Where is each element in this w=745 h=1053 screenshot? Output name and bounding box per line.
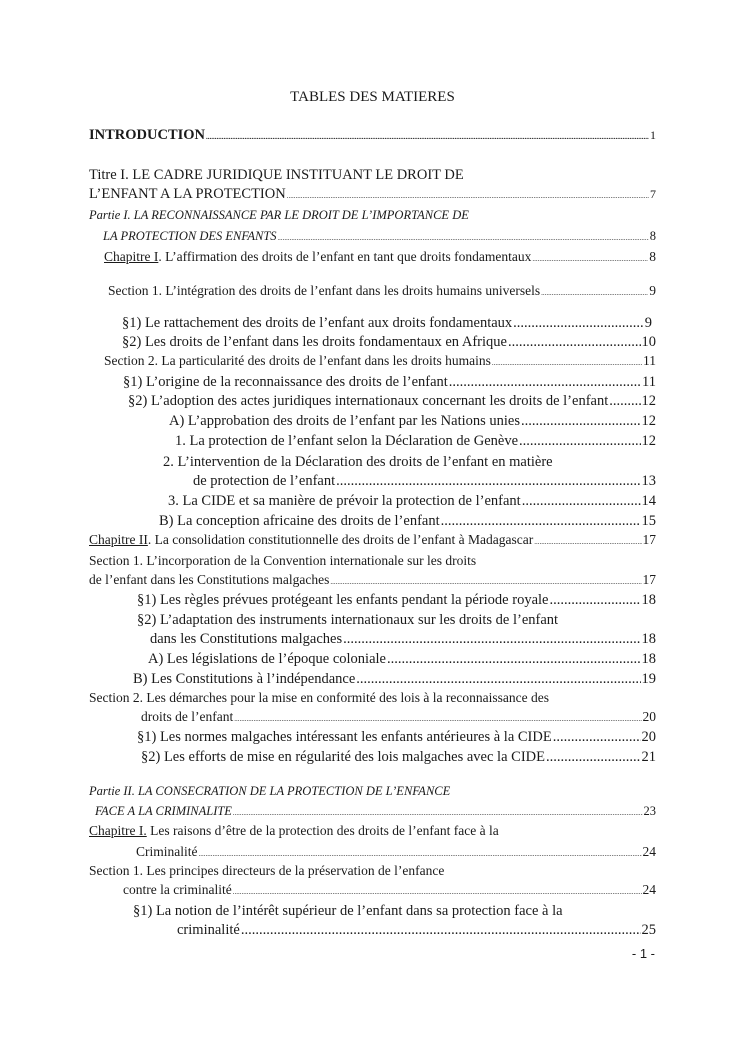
toc-entry-label: §2) L’adoption des actes juridiques internationaux concernant les droits de l’enfant	[128, 393, 609, 409]
toc-page-number: 11	[643, 353, 656, 368]
toc-entry[interactable]	[148, 652, 656, 668]
dot-leader	[508, 335, 641, 351]
toc-page-number: 17	[642, 572, 656, 587]
toc-page-number: 11	[642, 374, 656, 390]
toc-page-number: 8	[649, 229, 656, 243]
dot-leader	[513, 316, 644, 332]
toc-page-number: 21	[641, 749, 656, 765]
toc-entry-label	[104, 250, 531, 265]
toc-entry[interactable]	[95, 805, 656, 819]
toc-page-number: 17	[642, 532, 656, 547]
toc-entry[interactable]	[89, 128, 656, 144]
toc-entry[interactable]	[175, 434, 656, 450]
toc-entry-label: 3. La CIDE et sa manière de prévoir la protection de l’enfant	[168, 493, 521, 509]
toc-entry[interactable]	[104, 354, 656, 369]
dot-leader	[519, 434, 640, 450]
toc-entry[interactable]	[122, 335, 656, 351]
toc-entry[interactable]	[141, 750, 656, 766]
dot-leader	[522, 494, 641, 510]
toc-page-number: 19	[641, 671, 656, 687]
chapter-title: . L’affirmation des droits de l’enfant en tant que droits fondamentaux	[158, 249, 532, 264]
toc-page-number: 24	[642, 844, 656, 859]
dot-leader	[521, 414, 640, 430]
dot-leader	[553, 730, 641, 746]
toc-entry[interactable]	[123, 883, 656, 898]
toc-heading[interactable]: Partie II. LA CONSECRATION DE LA PROTECTION DE L’ENFANCE	[89, 784, 451, 798]
toc-heading[interactable]: Titre I. LE CADRE JURIDIQUE INSTITUANT LE DROIT DE	[89, 167, 464, 183]
toc-entry[interactable]	[104, 250, 656, 265]
chapter-label: Chapitre II	[89, 532, 148, 547]
toc-page-number: 1	[650, 128, 656, 142]
dot-leader	[534, 539, 641, 547]
chapter-label: Chapitre I	[104, 249, 159, 264]
dot-leader	[330, 579, 641, 587]
toc-entry[interactable]	[159, 514, 656, 530]
dot-leader	[233, 889, 642, 897]
dot-leader	[532, 256, 648, 264]
chapter-title: Les raisons d’être de la protection des droits de l’enfant face à la	[146, 823, 499, 838]
toc-entry[interactable]	[177, 923, 656, 939]
chapter-title: . La consolidation constitutionnelle des droits de l’enfant à Madagascar	[147, 532, 534, 547]
toc-entry-label: contre la criminalité	[123, 882, 232, 897]
dot-leader	[546, 750, 641, 766]
toc-entry-label: LA PROTECTION DES ENFANTS	[103, 229, 277, 243]
toc-entry[interactable]	[133, 672, 656, 688]
dot-leader	[441, 514, 641, 530]
toc-entry-label: L’ENFANT A LA PROTECTION	[89, 186, 286, 202]
toc-entry-label: droits de l’enfant	[141, 709, 234, 724]
toc-heading[interactable]: 2. L’intervention de la Déclaration des droits de l’enfant en matière	[163, 454, 553, 470]
toc-title: TABLES DES MATIERES	[290, 89, 455, 105]
toc-entry-label: §1) Le rattachement des droits de l’enfant aux droits fondamentaux	[122, 315, 513, 331]
toc-entry-label: Section 2. La particularité des droits de l’enfant dans les droits humains	[104, 353, 491, 368]
toc-page-number: 9	[644, 315, 652, 331]
toc-page-number: 13	[641, 473, 656, 489]
toc-entry[interactable]	[168, 494, 656, 510]
toc-entry[interactable]	[103, 230, 656, 244]
dot-leader	[541, 290, 648, 298]
toc-entry[interactable]	[137, 593, 656, 609]
dot-leader	[609, 394, 640, 410]
toc-page-number: 15	[641, 513, 656, 529]
toc-entry-label: B) La conception africaine des droits de l’enfant	[159, 513, 440, 529]
toc-page-number: 7	[650, 187, 656, 201]
toc-entry-label: Criminalité	[136, 844, 198, 859]
toc-entry-label: §1) L’origine de la reconnaissance des droits de l’enfant	[123, 374, 448, 390]
dot-leader	[278, 235, 649, 243]
toc-entry[interactable]	[89, 187, 656, 203]
toc-entry[interactable]	[123, 375, 656, 391]
toc-page-number: 9	[649, 283, 656, 298]
toc-page-number: 18	[641, 651, 656, 667]
dot-leader	[387, 652, 641, 668]
dot-leader	[336, 474, 640, 490]
dot-leader	[241, 923, 641, 939]
toc-entry-label: 1. La protection de l’enfant selon la Déclaration de Genève	[175, 433, 519, 449]
toc-page-number: 12	[641, 393, 656, 409]
toc-entry-label: §2) Les droits de l’enfant dans les droits fondamentaux en Afrique	[122, 334, 507, 350]
chapter-label: Chapitre I.	[89, 823, 147, 838]
toc-page-number: 12	[641, 433, 656, 449]
toc-entry-label: dans les Constitutions malgaches	[150, 631, 343, 647]
dot-leader	[356, 672, 640, 688]
page-footer-number: - 1 -	[631, 946, 655, 961]
toc-entry-label: A) Les législations de l’époque coloniale	[148, 651, 386, 667]
dot-leader	[206, 134, 649, 142]
toc-entry-label: FACE A LA CRIMINALITE	[95, 804, 232, 818]
toc-page-number: 20	[641, 729, 656, 745]
dot-leader	[449, 375, 641, 391]
toc-entry-label: Section 1. L’intégration des droits de l’enfant dans les droits humains universels	[108, 283, 541, 298]
dot-leader	[549, 593, 640, 609]
toc-entry[interactable]	[193, 474, 656, 490]
dot-leader	[233, 810, 643, 818]
toc-entry-label: A) L’approbation des droits de l’enfant par les Nations unies	[169, 413, 521, 429]
toc-page-number: 18	[641, 631, 656, 647]
toc-entry[interactable]	[128, 394, 656, 410]
toc-page-number: 10	[641, 334, 656, 350]
toc-page-number: 24	[642, 882, 656, 897]
toc-entry-label: INTRODUCTION	[89, 127, 206, 143]
toc-page-number: 8	[649, 249, 656, 264]
toc-page-number: 25	[641, 922, 656, 938]
toc-entry[interactable]	[141, 710, 656, 725]
toc-entry[interactable]	[89, 533, 656, 548]
dot-leader	[199, 851, 642, 859]
toc-heading[interactable]: Section 1. L’incorporation de la Convention internationale sur les droits	[89, 553, 477, 568]
toc-heading[interactable]	[89, 824, 499, 838]
toc-page-number: 14	[641, 493, 656, 509]
toc-heading[interactable]: Partie I. LA RECONNAISSANCE PAR LE DROIT DE L’IMPORTANCE DE	[89, 208, 469, 222]
toc-entry-label: de protection de l’enfant	[193, 473, 336, 489]
toc-entry[interactable]	[137, 730, 656, 746]
toc-page-number: 12	[641, 413, 656, 429]
toc-entry[interactable]	[169, 414, 656, 430]
toc-page-number: 23	[643, 804, 656, 818]
toc-entry-label	[89, 533, 533, 548]
toc-entry-label: §1) Les normes malgaches intéressant les enfants antérieures à la CIDE	[137, 729, 552, 745]
toc-heading[interactable]: Section 2. Les démarches pour la mise en conformité des lois à la reconnaissance des	[89, 690, 549, 705]
toc-entry-label: §2) Les efforts de mise en régularité des lois malgaches avec la CIDE	[141, 749, 545, 765]
toc-entry[interactable]	[150, 632, 656, 648]
dot-leader	[234, 716, 641, 724]
dot-leader	[287, 193, 649, 201]
toc-heading[interactable]: Section 1. Les principes directeurs de la préservation de l’enfance	[89, 863, 445, 878]
toc-entry-label: de l’enfant dans les Constitutions malgaches	[89, 572, 330, 587]
toc-page-number: 20	[642, 709, 656, 724]
toc-page-number: 18	[641, 592, 656, 608]
toc-entry[interactable]	[122, 316, 652, 332]
toc-entry-label: B) Les Constitutions à l’indépendance	[133, 671, 356, 687]
toc-entry-label: criminalité	[177, 922, 240, 938]
dot-leader	[492, 360, 642, 368]
toc-entry[interactable]	[108, 284, 656, 299]
toc-entry[interactable]	[89, 573, 656, 588]
toc-heading[interactable]: §2) L’adaptation des instruments internationaux sur les droits de l’enfant	[137, 612, 559, 628]
toc-entry-label: §1) Les règles prévues protégeant les enfants pendant la période royale	[137, 592, 549, 608]
toc-heading[interactable]: §1) La notion de l’intérêt supérieur de l’enfant dans sa protection face à la	[133, 903, 563, 919]
toc-entry[interactable]	[136, 845, 656, 860]
dot-leader	[343, 632, 640, 648]
